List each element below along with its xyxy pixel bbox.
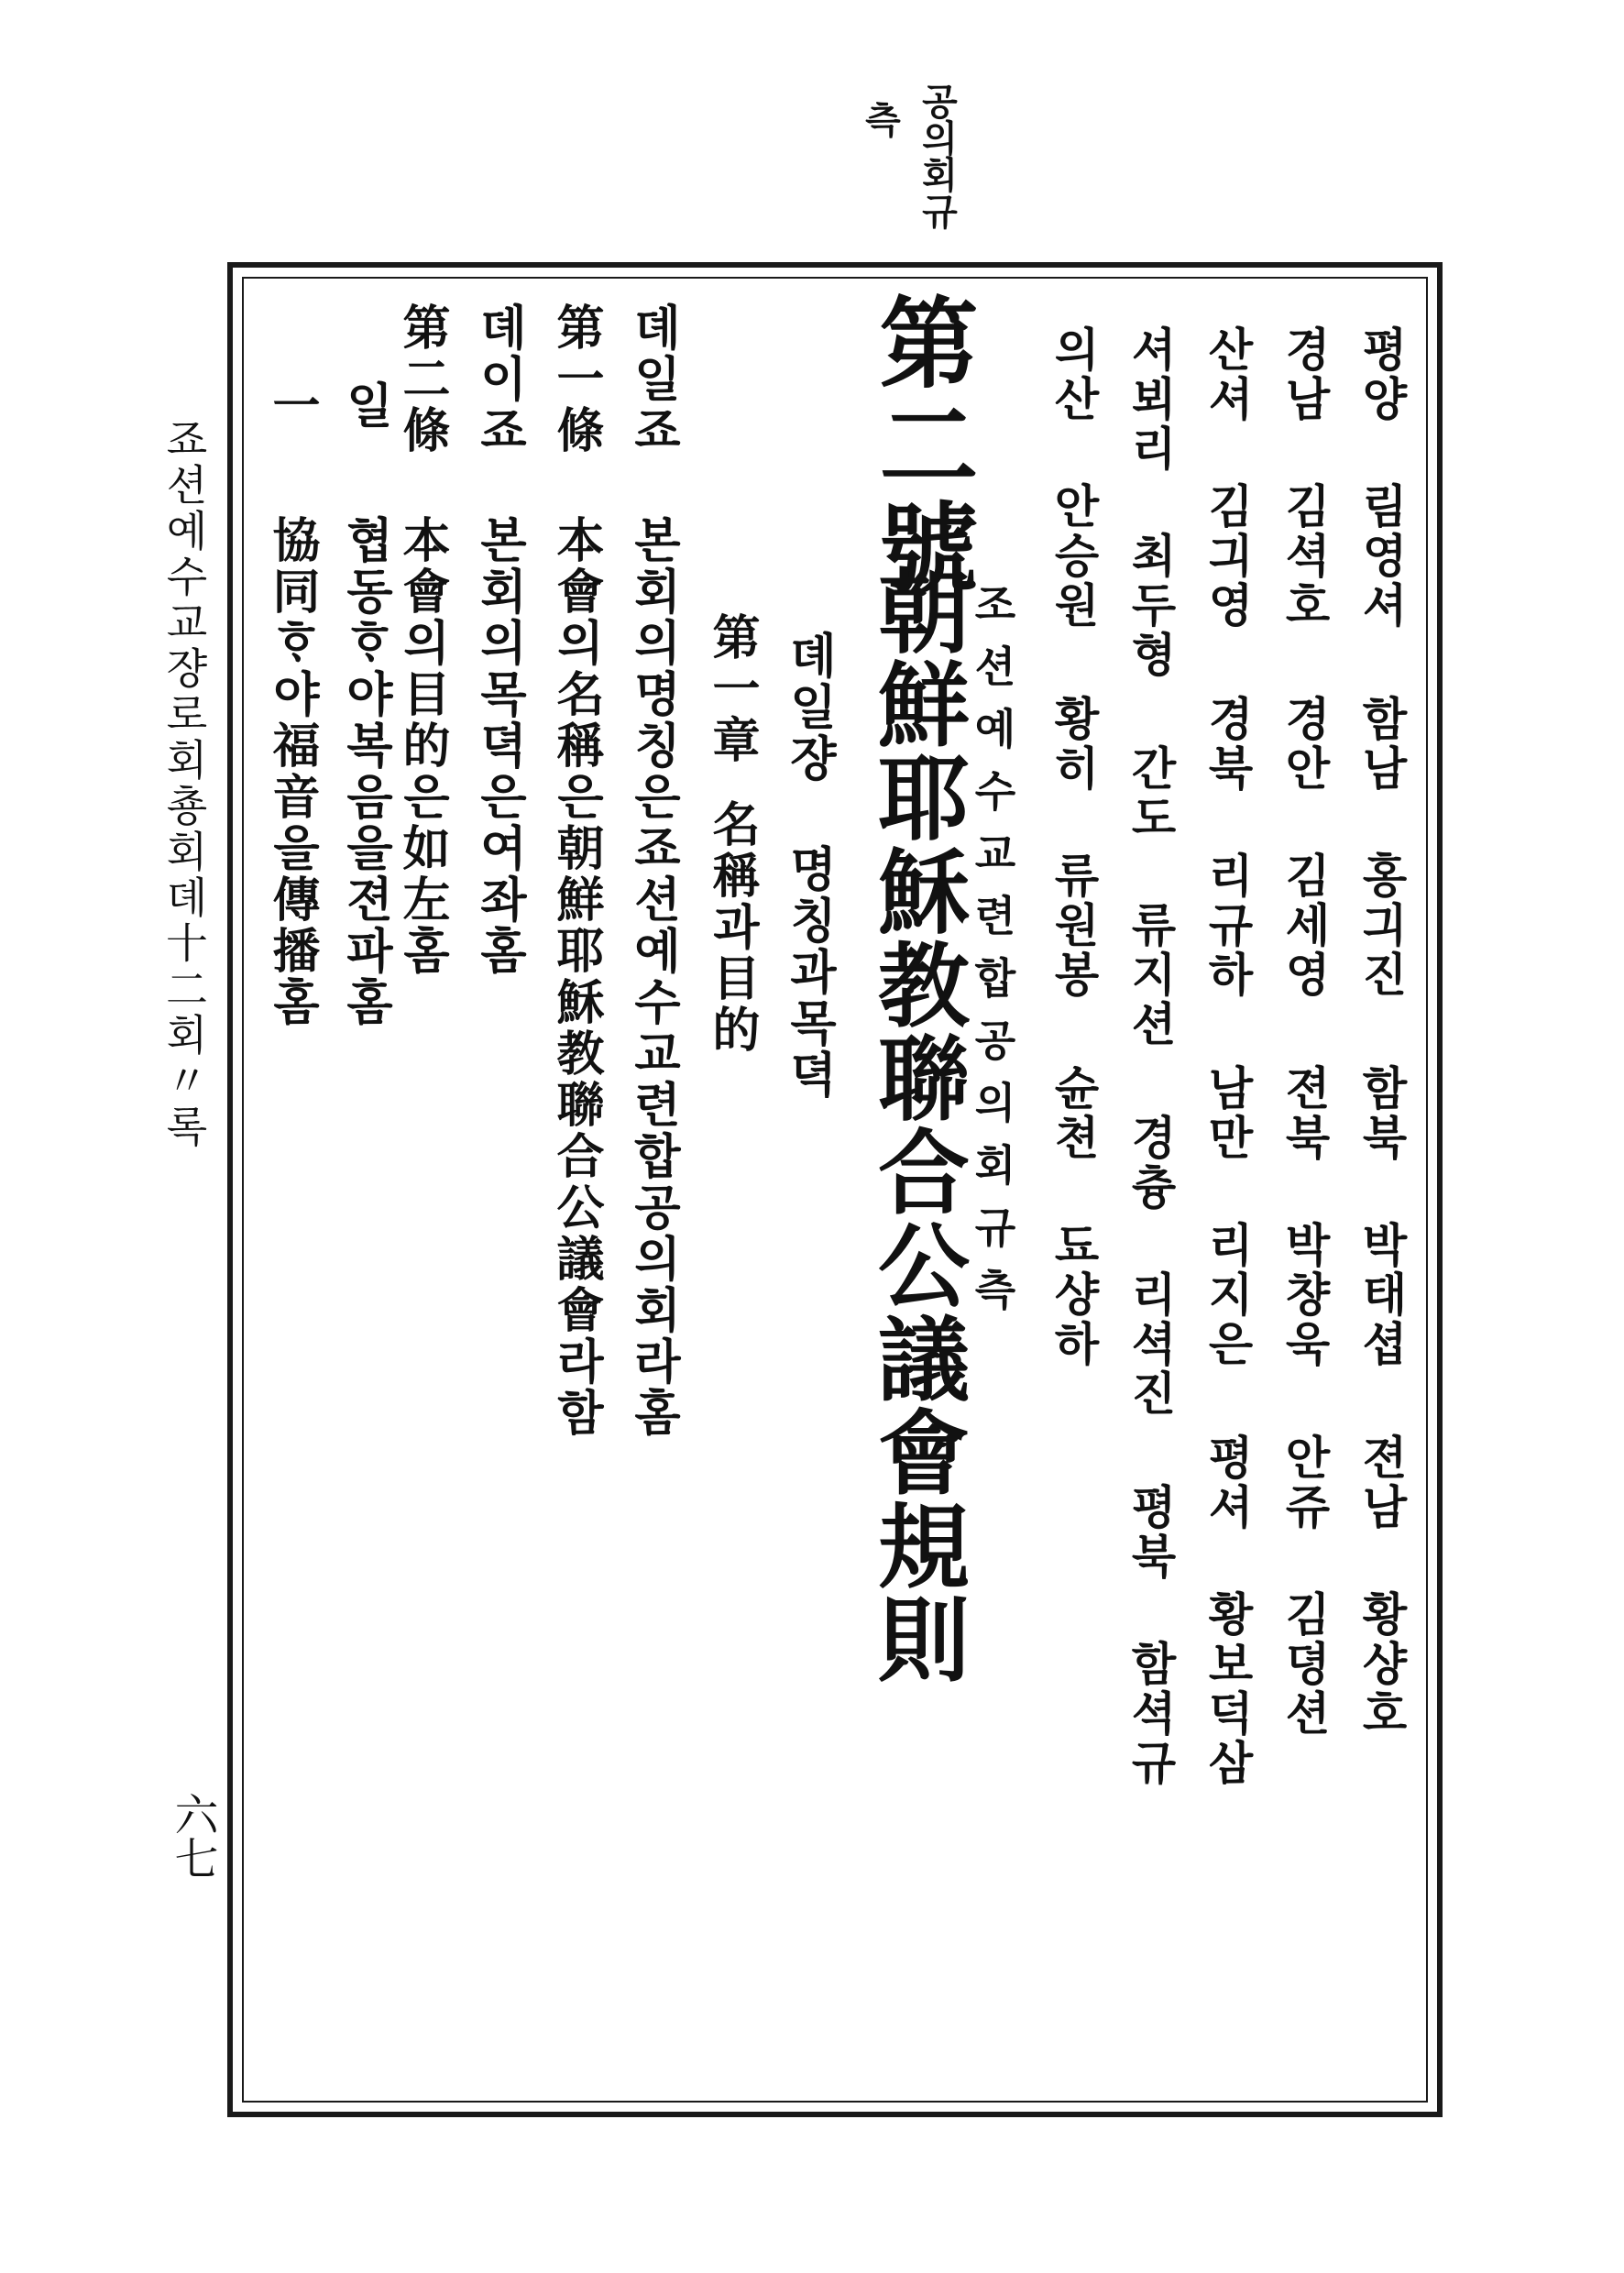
article-1-hanja: [548, 302, 604, 1439]
name-entry: 함북 박태셥: [1355, 1064, 1409, 1369]
names-column-5: [1047, 325, 1101, 1369]
running-head-end: 측: [859, 101, 902, 137]
name-entry: 평양 림영셔: [1355, 325, 1409, 631]
article-2-korean: [471, 302, 527, 977]
margin-title: 죠션예수교쟝로회춍회뎨十二회〃록: [159, 417, 209, 1150]
name-entry: 경안 김세영: [1278, 695, 1332, 1000]
name-entry: 황히 류원봉: [1047, 695, 1101, 1000]
names-column-3: [1201, 325, 1255, 1788]
name-entry: 평셔 황보덕삼: [1201, 1433, 1255, 1788]
chapter-label: 第一章: [704, 612, 760, 766]
running-head: 공의회규: [916, 82, 959, 229]
name-entry: 산셔 김긔영: [1201, 325, 1255, 631]
article-label: 第二條: [394, 302, 450, 456]
item-label: 一: [264, 380, 320, 432]
names-column-4: [1124, 325, 1178, 1788]
article-label: 第一條: [548, 302, 604, 456]
names-column-2: [1278, 325, 1332, 1739]
name-entry: 평북 함셕규: [1124, 1483, 1178, 1788]
article-text: 本會의目的은如左홈: [394, 515, 450, 977]
name-entry: 젼북 박챵욱: [1278, 1064, 1332, 1369]
document-title: 朝鮮耶穌教聯合公議會規則: [862, 564, 971, 1686]
name-entry: 경츙 리셕진: [1124, 1114, 1178, 1419]
name-entry: 남만 리지은: [1201, 1064, 1255, 1369]
article-1-korean: [625, 302, 681, 1439]
document-number: 第二號: [862, 291, 978, 599]
names-column-1: [1355, 325, 1409, 1739]
name-entry: 함남 홍긔진: [1355, 695, 1409, 1000]
title-reading: 조션예수교련합공의회규측: [968, 582, 1017, 1330]
item-1-hanja: [264, 380, 320, 1028]
item-1-korean: 협동ᄒᆞ야복음을젼파홈: [337, 515, 393, 1028]
article-label: 뎨일죠: [625, 302, 681, 456]
name-entry: 셔뵈리 최두형: [1124, 325, 1178, 680]
name-entry: 간도 류지션: [1124, 744, 1178, 1049]
article-text: 本會의名稱은朝鮮耶穌教聯合公議會라함: [548, 515, 604, 1439]
chapter-heading: [704, 612, 760, 1056]
item-text: 協同ᄒᆞ야福音을傳播홈: [264, 515, 320, 1028]
item-1-reading-label: 일: [337, 380, 393, 432]
chapter-reading: 뎨일쟝 명칭과목뎍: [781, 631, 837, 1101]
page-number: 六七: [167, 1792, 218, 1880]
name-entry: 슌쳔 됴샹하: [1047, 1064, 1101, 1369]
name-entry: 의산 안승원: [1047, 325, 1101, 631]
chapter-title: 名稱과目的: [704, 799, 760, 1056]
article-text: 본회의명칭은죠션예수교련합공의회라홈: [625, 515, 681, 1439]
name-entry: 젼남 황샹호: [1355, 1433, 1409, 1739]
article-text: 본회의목뎍은여좌홈: [471, 515, 527, 977]
article-label: 뎨이죠: [471, 302, 527, 456]
name-entry: 경북 리규하: [1201, 695, 1255, 1000]
name-entry: 경남 김셕호: [1278, 325, 1332, 631]
article-2-hanja: [394, 302, 450, 977]
name-entry: 안쥬 김뎡션: [1278, 1433, 1332, 1739]
